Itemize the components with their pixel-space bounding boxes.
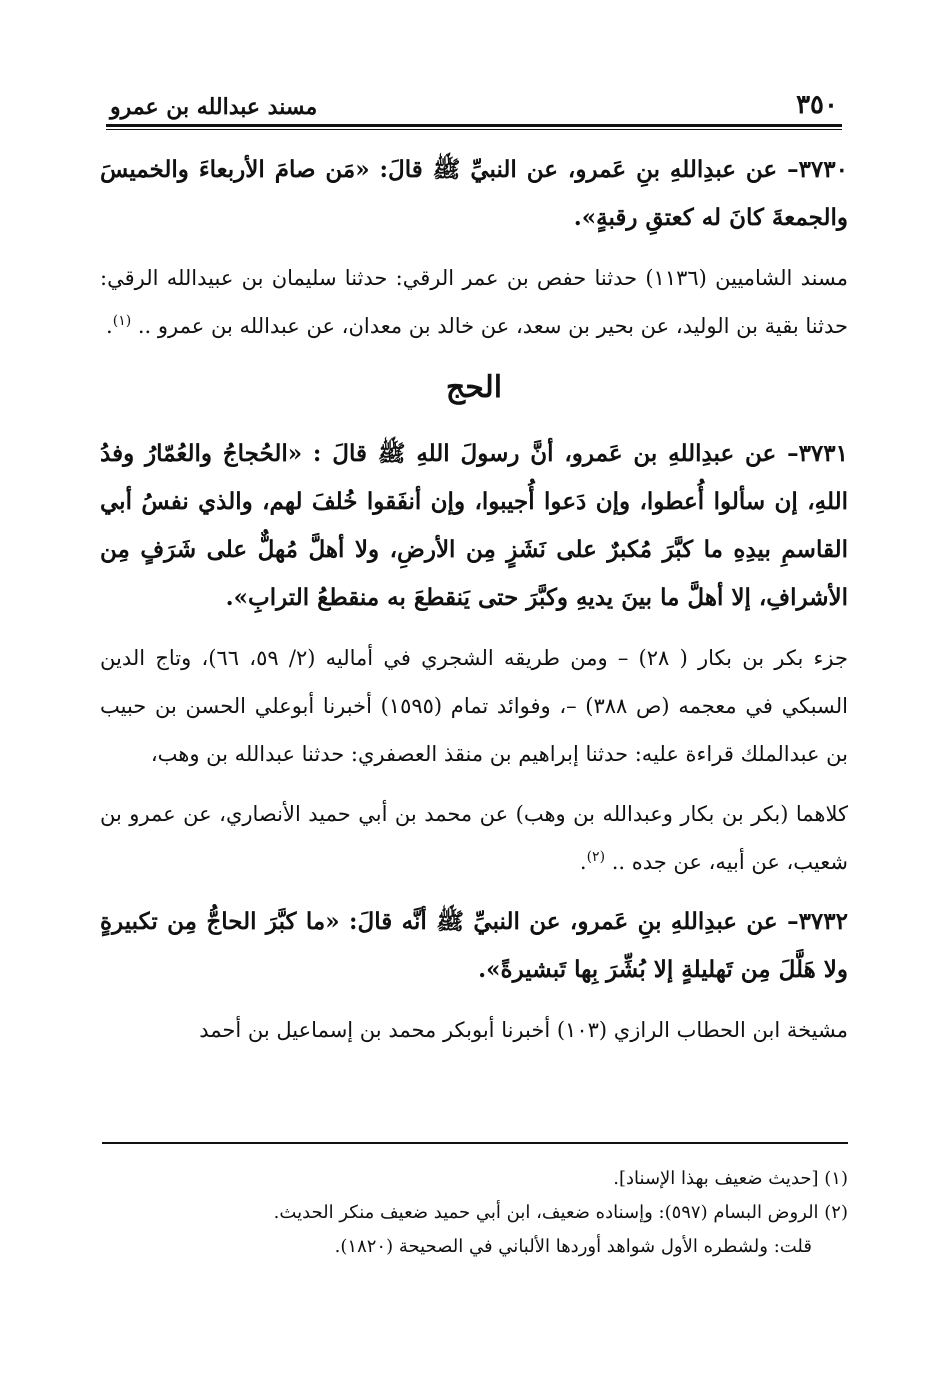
page-number: ٣٥٠ <box>796 90 838 120</box>
source-text: كلاهما (بكر بن بكار وعبدالله بن وهب) عن محمد بن أبي حميد الأنصاري، عن عمرو بن شعيب، عن أبيه، عن جده .. <box>100 802 848 874</box>
page-header <box>110 84 838 120</box>
footnotes <box>100 1162 848 1264</box>
header-rule-thick <box>106 124 842 127</box>
source-3731-b <box>100 790 848 886</box>
source-3731-a: جزء بكر بن بكار ( ٢٨) – ومن طريقه الشجري في أماليه (٢/ ٥٩، ٦٦)، وتاج الدين السبكي في معجمه (ص ٣٨٨) –، وفوائد تمام (١٥٩٥) أخبرنا أبوعلي الحسن بن حبيب بن عبدالملك قراءة عليه: حدثنا إبراهيم بن منقذ العصفري: حدثنا عبدالله بن وهب، <box>100 646 848 766</box>
source-tail: . <box>106 314 113 338</box>
section-heading-hajj: الحج <box>445 370 503 405</box>
running-title: مسند عبدالله بن عمرو <box>110 94 318 120</box>
source-3732: مشيخة ابن الحطاب الرازي (١٠٣) أخبرنا أبوبكر محمد بن إسماعيل بن أحمد <box>199 1018 848 1042</box>
footnote-ref-2: (٢) <box>586 849 606 865</box>
footnote-2: (٢) الروض البسام (٥٩٧): وإسناده ضعيف، ابن أبي حميد ضعيف منكر الحديث. <box>273 1202 848 1223</box>
footnote-ref-1: (١) <box>112 313 132 329</box>
hadith-3730: ٣٧٣٠– عن عبدِاللهِ بنِ عَمرو، عن النبيِّ ﷺ قالَ: «مَن صامَ الأربعاءَ والخميسَ والجمعةَ كانَ له كعتقِ رقبةٍ». <box>100 156 848 231</box>
hadith-3732: ٣٧٣٢– عن عبدِاللهِ بنِ عَمرو، عن النبيِّ ﷺ أنَّه قالَ: «ما كبَّرَ الحاجُّ مِن تكبيرةٍ ولا هَلَّلَ مِن تَهليلةٍ إلا بُشِّرَ بِها تَبشيرةً». <box>100 908 848 983</box>
footnote-separator <box>102 1142 848 1144</box>
source-3730 <box>100 254 848 350</box>
hadith-3731: ٣٧٣١– عن عبدِاللهِ بن عَمرو، أنَّ رسولَ اللهِ ﷺ قالَ : «الحُجاجُ والعُمّارُ وفدُ اللهِ، إن سألوا أُعطوا، وإن دَعوا أُجيبوا، وإن أنفَقوا خُلفَ لهم، والذي نفسُ أبي القاسمِ بيدِهِ ما كبَّرَ مُكبرٌ على نَشَزٍ مِن الأرضِ، ولا أهلَّ مُهلٌّ على شَرَفٍ مِن الأشرافِ، إلا أهلَّ ما بينَ يديهِ وكبَّرَ حتى يَنقطعَ به منقطعُ الترابِ». <box>100 440 848 611</box>
header-rule-thin <box>106 129 842 130</box>
footnote-1: (١) [حديث ضعيف بهذا الإسناد]. <box>613 1168 848 1189</box>
source-tail: . <box>579 850 587 874</box>
footnote-2-note: قلت: ولشطره الأول شواهد أوردها الألباني في الصحيحة (١٨٢٠). <box>334 1236 812 1257</box>
source-text: مسند الشاميين (١١٣٦) حدثنا حفص بن عمر الرقي: حدثنا سليمان بن عبيدالله الرقي: حدثنا بقية بن الوليد، عن بحير بن سعد، عن خالد بن معدان، عن عبدالله بن عمرو .. <box>100 266 848 338</box>
main-text <box>100 146 848 1066</box>
